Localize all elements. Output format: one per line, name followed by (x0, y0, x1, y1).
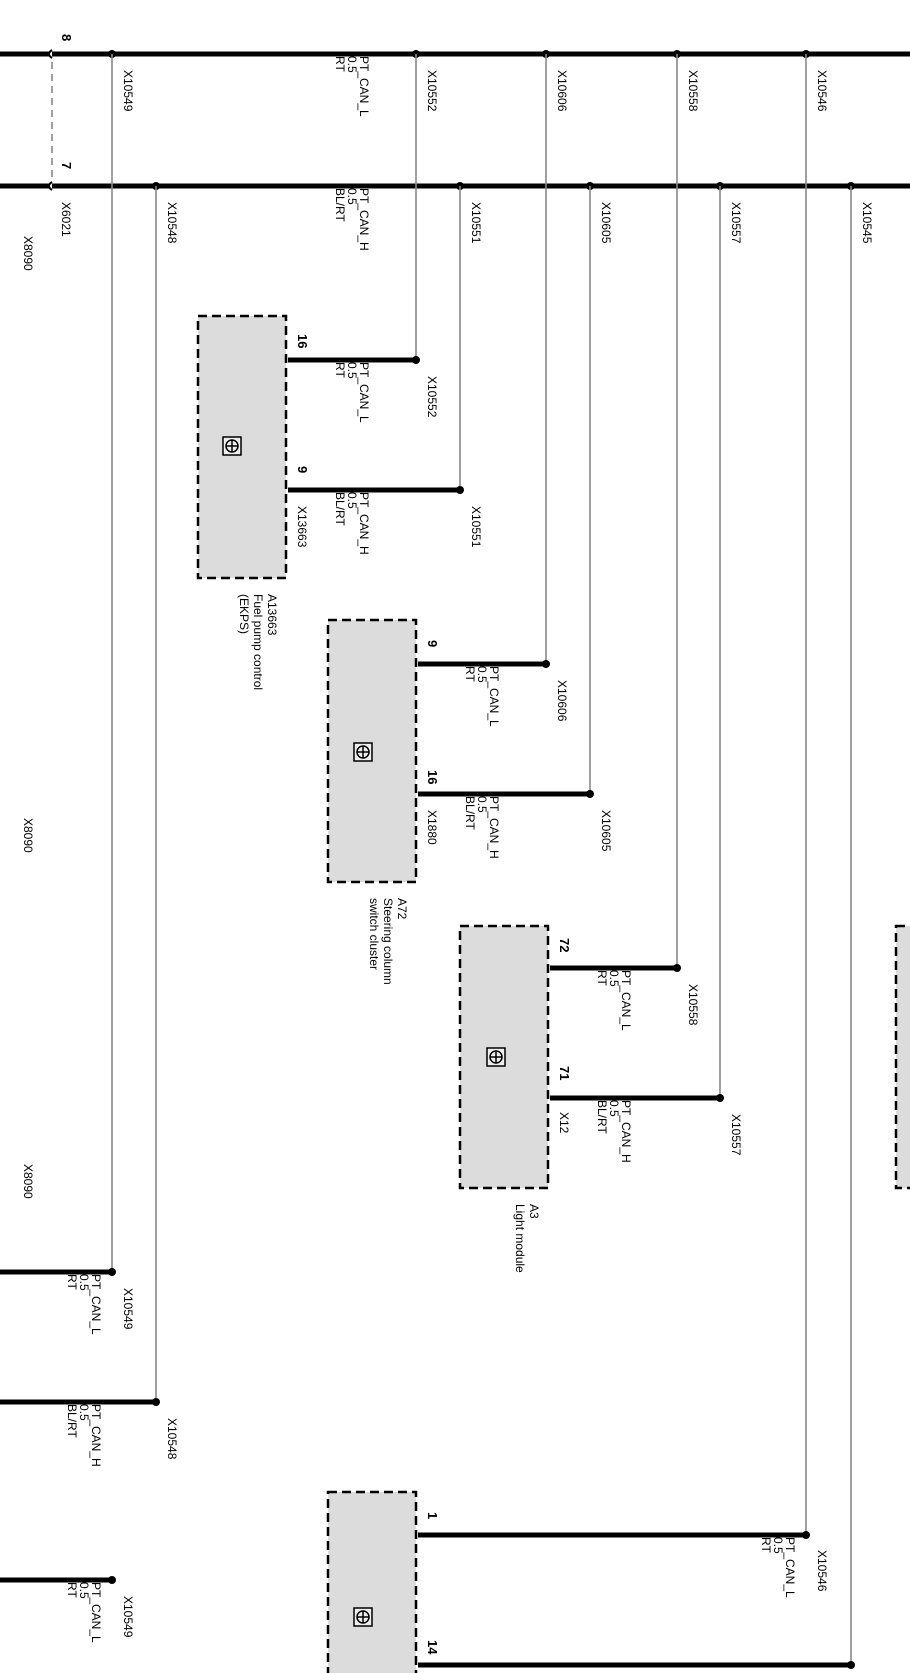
connector-label-x13663: X13663 (295, 506, 309, 548)
splice-dot-a3-h (716, 1094, 724, 1102)
control-unit-icon (487, 1048, 505, 1066)
pin-bottom-14: 14 (425, 1640, 440, 1655)
pin-a72-h: 16 (425, 770, 440, 785)
connector-label-x8090-mid: X8090 (21, 818, 35, 853)
module-name-a13663-line1: Fuel pump control (251, 594, 265, 691)
wire-label-left-can-l-lower: PT_CAN_L0.5RT (65, 1582, 103, 1643)
connector-label-x1880: X1880 (425, 810, 439, 845)
module-name-a72-line1: Steering column (381, 898, 395, 985)
control-unit-icon (354, 743, 372, 761)
module-name-a3-line1: Light module (513, 1204, 527, 1273)
splice-label-x10552-top: X10552 (425, 70, 439, 112)
wire-label-a13663-h: PT_CAN_H0.5BL/RT (333, 492, 371, 555)
pin-a13663-h: 9 (295, 466, 310, 474)
wire-label-a3-l: PT_CAN_L0.5RT (595, 970, 633, 1031)
wire-label-left-can-l: PT_CAN_L0.5RT (65, 1274, 103, 1335)
splice-dot-a72-l (542, 660, 550, 668)
module-a13663[interactable] (198, 316, 286, 578)
wire-label-left-can-h: PT_CAN_H0.5BL/RT (65, 1404, 103, 1467)
splice-dot-bottom-h (847, 1661, 855, 1669)
pin-bottom-1: 1 (425, 1512, 440, 1520)
pin-8: 8 (59, 34, 74, 42)
control-unit-icon (354, 1608, 372, 1626)
splice-label-x10551-top: X10551 (469, 202, 483, 244)
splice-label-x10551-mid: X10551 (469, 506, 483, 548)
connector-label-x12: X12 (557, 1112, 571, 1134)
splice-dot-bottom-l (802, 1531, 810, 1539)
control-unit-icon (223, 437, 241, 455)
splice-dot-a13663-l (412, 356, 420, 364)
module-partial-right[interactable] (896, 926, 910, 1188)
wire-label-bottom-can-l: PT_CAN_L0.5RT (759, 1537, 797, 1598)
wire-label-a13663-l: PT_CAN_L0.5RT (333, 362, 371, 423)
splice-label-x10605-top: X10605 (599, 202, 613, 244)
connector-break-top (49, 50, 52, 58)
connector-label-x6021: X6021 (59, 202, 73, 237)
splice-label-x10548-top: X10548 (165, 202, 179, 244)
wire-label-a3-h: PT_CAN_H0.5BL/RT (595, 1100, 633, 1163)
wire-label-can-l-top: PT_CAN_L0.5RT (333, 56, 371, 117)
splice-dot-a3-l (673, 964, 681, 972)
pin-a3-h: 71 (557, 1066, 572, 1081)
connector-break-bottom (49, 182, 52, 190)
splice-label-x10557-top: X10557 (729, 202, 743, 244)
pin-a72-l: 9 (425, 640, 440, 648)
module-name-a72-line2: switch cluster (367, 898, 381, 971)
connector-label-x8090-low: X8090 (21, 1164, 35, 1199)
module-ref-a13663: A13663 (265, 594, 279, 636)
connector-label-x8090-top: X8090 (21, 236, 35, 271)
module-ref-a72: A72 (395, 898, 409, 920)
splice-dot-left-x10549-lower (108, 1576, 116, 1584)
wire-label-a72-h: PT_CAN_H0.5BL/RT (463, 796, 501, 859)
splice-label-x10552-mid: X10552 (425, 376, 439, 418)
splice-dot-a72-h (586, 790, 594, 798)
splice-dot-left-x10548 (152, 1398, 160, 1406)
splice-label-x10558-mid: X10558 (686, 984, 700, 1026)
splice-label-bottom-x10546: X10546 (815, 1550, 829, 1592)
splice-label-x10549-top: X10549 (121, 70, 135, 112)
splice-label-x10605-mid: X10605 (599, 810, 613, 852)
splice-dot-a13663-h (456, 486, 464, 494)
splice-label-x10558-top: X10558 (686, 70, 700, 112)
splice-label-x10546-top: X10546 (815, 70, 829, 112)
pin-a13663-l: 16 (295, 334, 310, 349)
splice-label-x10545-top: X10545 (860, 202, 874, 244)
module-ref-a3: A3 (527, 1204, 541, 1219)
module-a3[interactable] (460, 926, 548, 1188)
splice-label-x10606-mid: X10606 (555, 680, 569, 722)
pin-a3-l: 72 (557, 938, 572, 953)
module-a72[interactable] (328, 620, 416, 882)
module-bottom[interactable] (328, 1492, 416, 1673)
wire-label-can-h-top: PT_CAN_H0.5BL/RT (333, 188, 371, 251)
splice-label-left-x10549-lower: X10549 (121, 1596, 135, 1638)
splice-label-left-x10548: X10548 (165, 1418, 179, 1460)
module-name-a13663-line2: (EKPS) (237, 594, 251, 635)
pin-7: 7 (59, 162, 74, 170)
splice-label-left-x10549: X10549 (121, 1288, 135, 1330)
splice-label-x10557-mid: X10557 (729, 1114, 743, 1156)
splice-label-x10606-top: X10606 (555, 70, 569, 112)
splice-dot-left-x10549 (108, 1268, 116, 1276)
wire-label-a72-l: PT_CAN_L0.5RT (463, 666, 501, 727)
